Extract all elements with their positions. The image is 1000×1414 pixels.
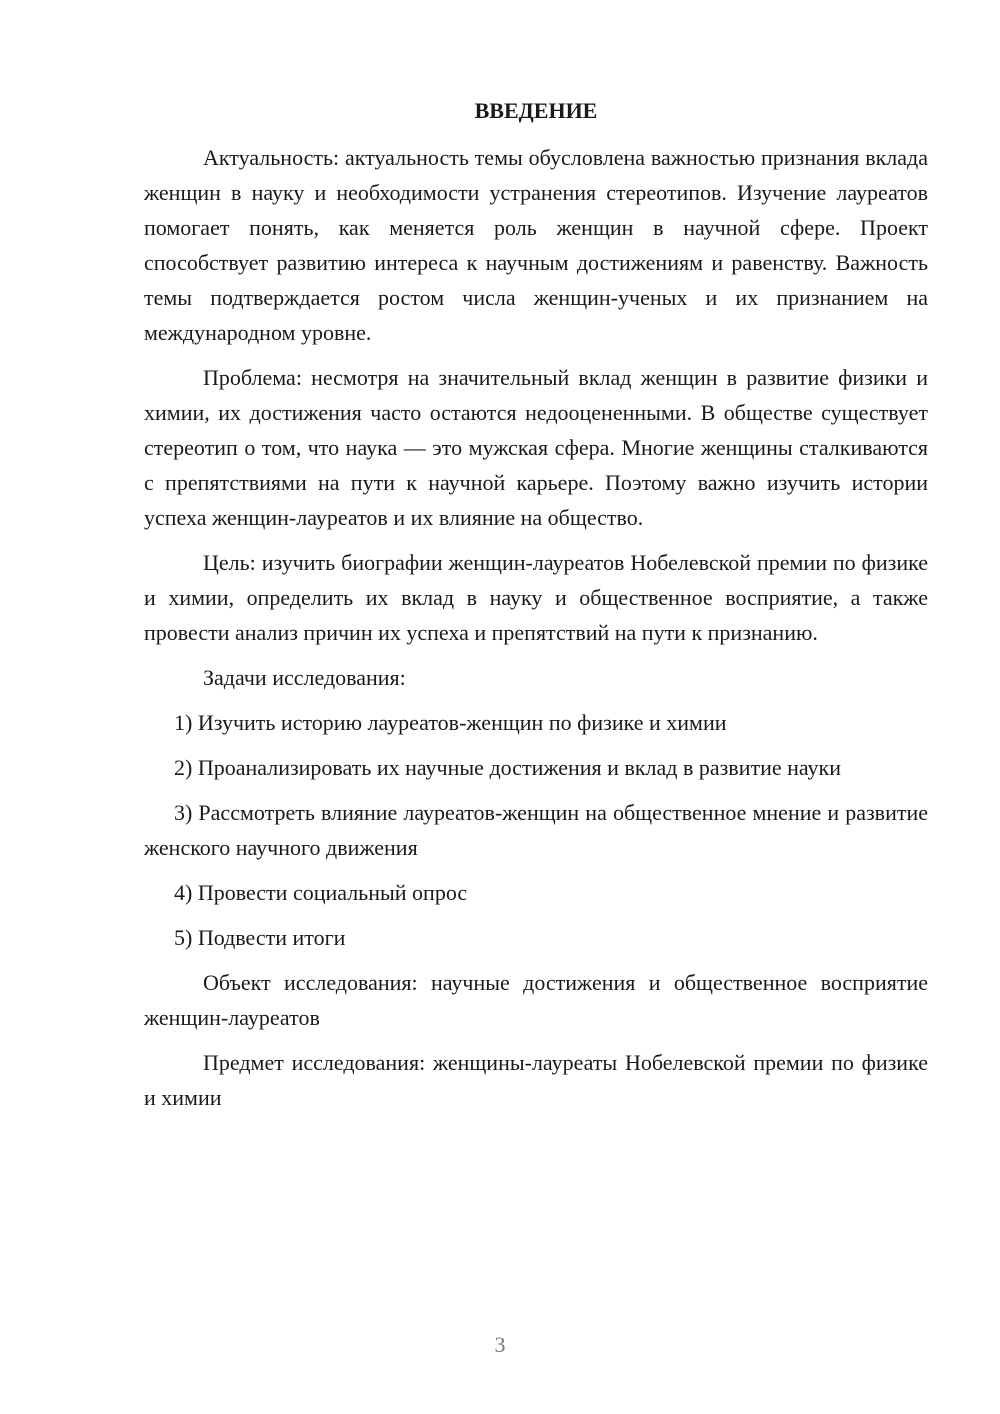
research-object-paragraph: Объект исследования: научные достижения и общественное восприятие женщин-лауреатов — [144, 970, 928, 1030]
tasks-heading: Задачи исследования: — [203, 665, 406, 690]
task-item: 3) Рассмотреть влияние лауреатов-женщин на общественное мнение и развитие женского научного движения — [144, 800, 928, 860]
page-number: 3 — [494, 1332, 506, 1357]
task-item: 2) Проанализировать их научные достижения и вклад в развитие науки — [174, 755, 842, 780]
goal-paragraph: Цель: изучить биографии женщин-лауреатов Нобелевской премии по физике и химии, определить их вклад в науку и общественное восприятие, а также провести анализ причин их успеха и препятствий на пути к признанию. — [144, 550, 928, 645]
task-item: 1) Изучить историю лауреатов-женщин по физике и химии — [174, 710, 727, 735]
task-item: 4) Провести социальный опрос — [174, 880, 468, 905]
problem-paragraph: Проблема: несмотря на значительный вклад женщин в развитие физики и химии, их достижения часто остаются недооцененными. В обществе существует стереотип о том, что наука — это мужская сфера. Многие женщины сталкиваются с препятствиями на пути к научной карьере. Поэтому важно изучить истории успеха женщин-лауреатов и их влияние на общество. — [144, 365, 928, 530]
research-subject-paragraph: Предмет исследования: женщины-лауреаты Нобелевской премии по физике и химии — [144, 1050, 928, 1110]
page-content — [144, 96, 928, 1125]
task-item: 5) Подвести итоги — [174, 925, 346, 950]
relevance-paragraph: Актуальность: актуальность темы обусловлена важностью признания вклада женщин в науку и необходимости устранения стереотипов. Изучение лауреатов помогает понять, как меняется роль женщин в научной сфере. Проект способствует развитию интереса к научным достижениям и равенству. Важность темы подтверждается ростом числа женщин-ученых и их признанием на международном уровне. — [144, 145, 928, 345]
section-title: ВВЕДЕНИЕ — [474, 98, 598, 123]
